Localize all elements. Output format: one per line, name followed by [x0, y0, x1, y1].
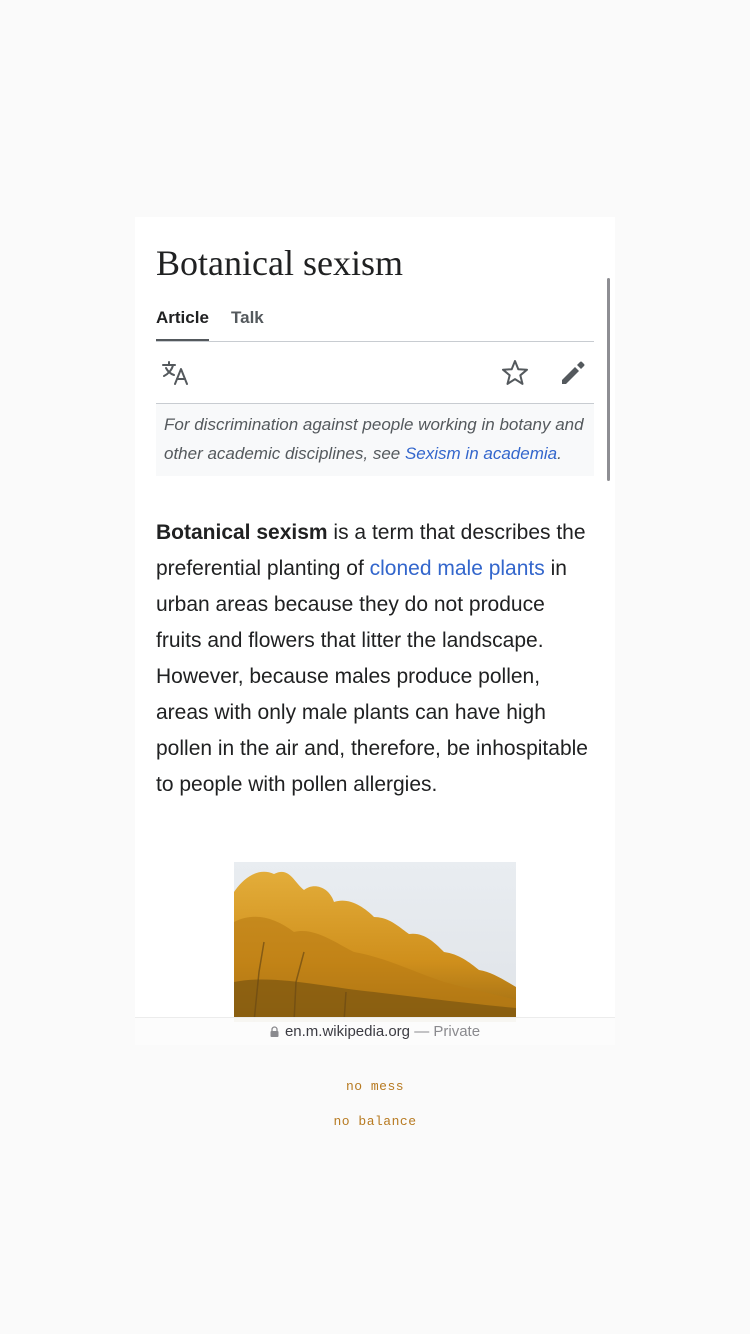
watch-star-icon[interactable]: [499, 357, 531, 389]
caption-line-1: no mess: [345, 1079, 405, 1094]
wikipedia-screenshot-card: [135, 217, 615, 1045]
scroll-indicator[interactable]: [607, 278, 610, 481]
lead-text-part1: is a term that describes the preferential planting of: [156, 521, 586, 580]
link-cloned-male-plants[interactable]: cloned male plants: [369, 557, 545, 580]
lead-paragraph: [156, 515, 596, 803]
edit-pencil-icon[interactable]: [557, 357, 589, 389]
language-icon[interactable]: [160, 357, 192, 389]
url-text: en.m.wikipedia.org: [284, 1023, 411, 1040]
tab-article[interactable]: Article: [156, 303, 209, 341]
private-mode-label: — Private: [414, 1023, 481, 1040]
hatnote-text: For discrimination against people working in botany and other academic disciplines, see: [164, 415, 584, 463]
lead-text-part2: in urban areas because they do not produce fruits and flowers that litter the landscape. However, because males produce pollen, areas with only male plants can have high pollen in the air and, therefore, be inhospitable to people with pollen allergies.: [156, 557, 588, 796]
bold-term: Botanical sexism: [156, 521, 328, 544]
tab-talk[interactable]: Talk: [231, 308, 264, 327]
hatnote-end: .: [557, 444, 562, 463]
page-title: Botanical sexism: [156, 243, 403, 283]
ginkgo-tree-image[interactable]: [234, 862, 516, 1022]
browser-address-bar[interactable]: [135, 1017, 615, 1045]
lock-icon: [270, 1026, 279, 1037]
hatnote-link-sexism-in-academia[interactable]: Sexism in academia: [404, 444, 558, 463]
caption-line-2: no balance: [333, 1114, 417, 1129]
page-tabs: [156, 303, 594, 342]
hatnote: [156, 404, 594, 476]
page-actions-toolbar: [156, 342, 594, 404]
